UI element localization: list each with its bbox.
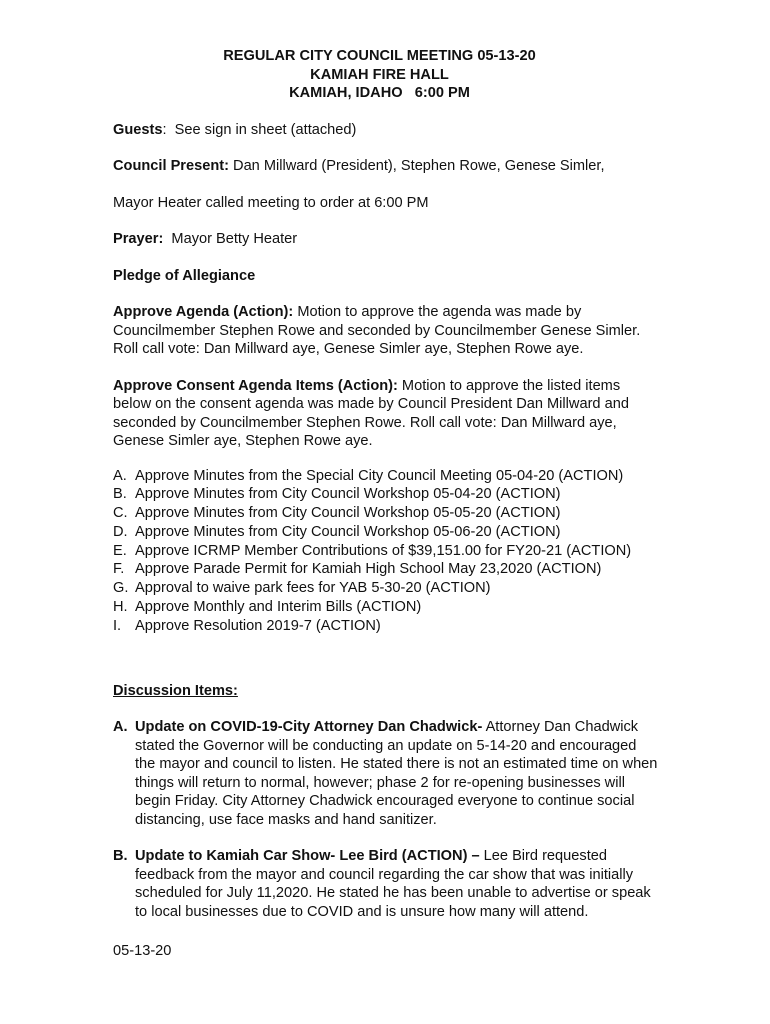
call-to-order: Mayor Heater called meeting to order at 6:00 PM (113, 194, 429, 211)
list-item: G. Approval to waive park fees for YAB 5-30-20 (ACTION) (113, 580, 491, 597)
list-item: D. Approve Minutes from City Council Workshop 05-06-20 (ACTION) (113, 523, 561, 540)
council-text: Dan Millward (President), Stephen Rowe, Genese Simler, (228, 158, 605, 174)
header-line-1: REGULAR CITY COUNCIL MEETING 05-13-20 (223, 48, 536, 64)
discussion-item-body: Update to Kamiah Car Show- Lee Bird (ACTION) – Lee Bird requested feedback from the mayor and council regarding the car show that was initially scheduled for July 11,2020. He stated he has been unable to advertise or speak to local businesses due to COVID and is unsure how many will attend. (135, 848, 651, 920)
council-present-line (113, 157, 658, 176)
consent-items-list (113, 467, 658, 636)
approve-agenda-label: Approve Agenda (Action): (113, 304, 294, 320)
guests-label: Guests (113, 121, 163, 138)
list-item: H. Approve Monthly and Interim Bills (ACTION) (113, 599, 422, 616)
header-line-2: KAMIAH FIRE HALL (310, 66, 449, 83)
discussion-item-letter: A. (113, 719, 128, 736)
list-item: I. Approve Resolution 2019-7 (ACTION) (113, 617, 381, 634)
consent-agenda-text: Motion to approve the listed items below on the consent agenda was made by Council President Dan Millward and seconded by Councilmember Stephen Rowe. Roll call vote: Dan Millward aye, Genese Simler aye, Stephen Rowe aye. (113, 377, 629, 449)
prayer-text: Mayor Betty Heater (163, 231, 298, 247)
consent-agenda-label: Approve Consent Agenda Items (Action): (113, 377, 398, 394)
list-item: E. Approve ICRMP Member Contributions of $39,151.00 for FY20-21 (ACTION) (113, 542, 632, 559)
minutes-page (113, 47, 658, 921)
discussion-item (113, 718, 658, 829)
discussion-item-body: Update on COVID-19-City Attorney Dan Chadwick- Attorney Dan Chadwick stated the Governor will be conducting an update on 5-14-20 and encouraged the mayor and council to listen. He stated there is not an estimated time on when things will return to normal, however; phase 2 for re-opening businesses will begin Friday. City Attorney Chadwick encouraged everyone to continue social distancing, use face masks and hand sanitizer. (135, 719, 658, 828)
header-line-3: KAMIAH, IDAHO 6:00 PM (289, 85, 470, 101)
prayer-label: Prayer: (113, 231, 164, 247)
meeting-header (101, 47, 658, 103)
approve-agenda-paragraph (113, 303, 658, 359)
discussion-item-letter: B. (113, 848, 128, 865)
discussion-heading: Discussion Items: (113, 682, 238, 699)
list-item: A. Approve Minutes from the Special City Council Meeting 05-04-20 (ACTION) (113, 467, 624, 484)
approve-agenda-text: Motion to approve the agenda was made by Councilmember Stephen Rowe and seconded by Councilmember Genese Simler. Roll call vote: Dan Millward aye, Genese Simler aye, Stephen Rowe aye. (113, 304, 641, 357)
council-label: Council Present: (113, 158, 229, 174)
discussion-item (113, 847, 658, 921)
list-item: F. Approve Parade Permit for Kamiah High School May 23,2020 (ACTION) (113, 561, 602, 578)
guests-line (113, 121, 658, 140)
footer-date: 05-13-20 (113, 943, 172, 959)
list-item: B. Approve Minutes from City Council Workshop 05-04-20 (ACTION) (113, 486, 561, 503)
pledge-heading: Pledge of Allegiance (113, 267, 256, 284)
prayer-line (113, 230, 658, 249)
guests-text: : See sign in sheet (attached) (162, 121, 357, 138)
list-item: C. Approve Minutes from City Council Workshop 05-05-20 (ACTION) (113, 505, 561, 522)
consent-agenda-paragraph (113, 377, 658, 451)
